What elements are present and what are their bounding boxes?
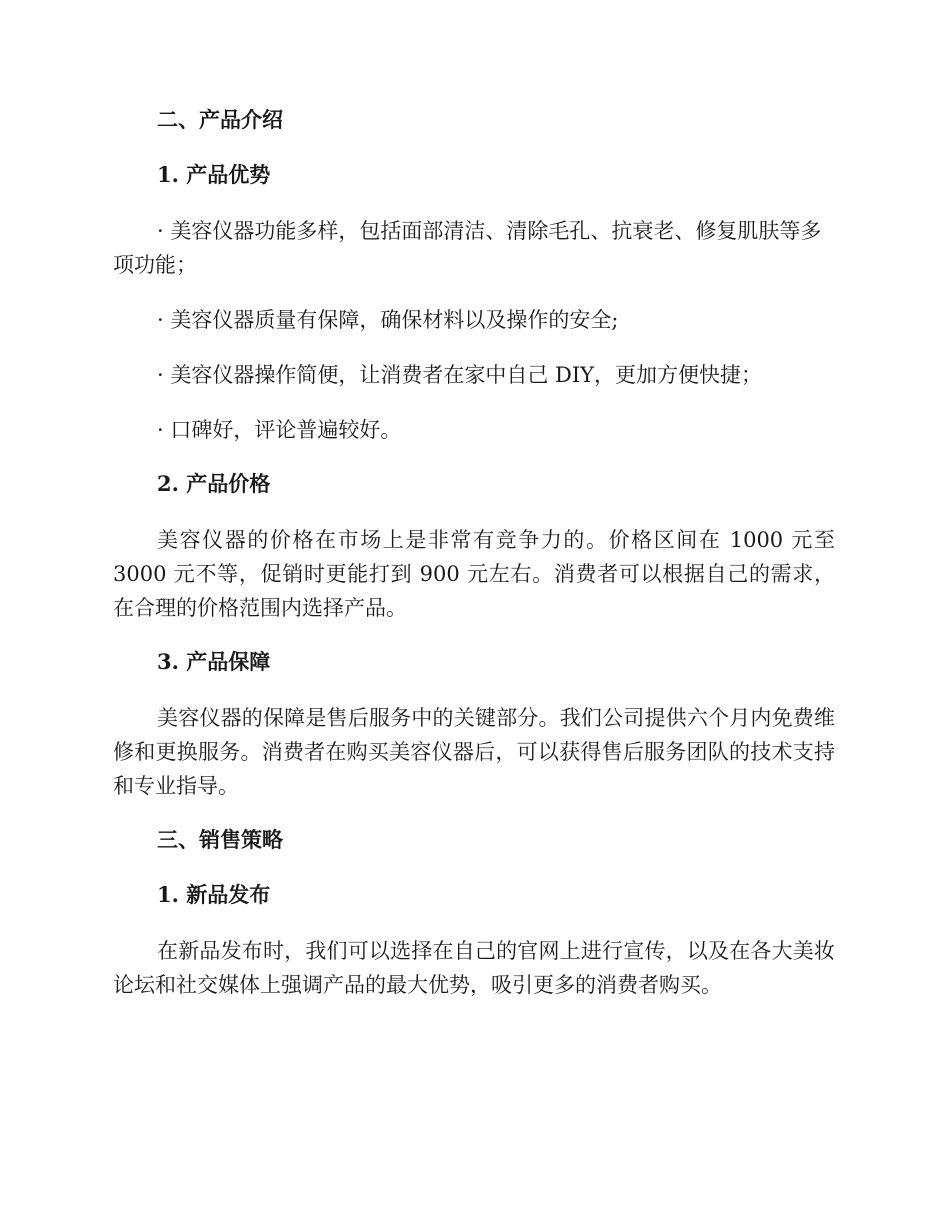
bullet-item: · 美容仪器功能多样，包括面部清洁、清除毛孔、抗衰老、修复肌肤等多项功能；: [113, 219, 822, 277]
bullet-item: · 口碑好，评论普遍较好。: [157, 418, 402, 442]
subheading-product-advantages: 1. 产品优势: [157, 162, 271, 187]
subheading-product-price: 2. 产品价格: [157, 471, 271, 496]
bullet-item: · 美容仪器质量有保障，确保材料以及操作的安全;: [157, 308, 619, 332]
subheading-new-product-launch: 1. 新品发布: [157, 882, 271, 907]
document-body: [113, 104, 835, 1023]
section-heading-product-intro: 二、产品介绍: [157, 107, 283, 132]
subheading-product-guarantee: 3. 产品保障: [157, 649, 271, 674]
paragraph-new-product-launch: 在新品发布时，我们可以选择在自己的官网上进行宣传，以及在各大美妆论坛和社交媒体上强调产品的最大优势，吸引更多的消费者购买。: [113, 939, 835, 997]
paragraph-product-price: 美容仪器的价格在市场上是非常有竞争力的。价格区间在 1000 元至 3000 元不等，促销时更能打到 900 元左右。消费者可以根据自己的需求，在合理的价格范围内选择产品。: [113, 528, 835, 620]
paragraph-product-guarantee: 美容仪器的保障是售后服务中的关键部分。我们公司提供六个月内免费维修和更换服务。消费者在购买美容仪器后，可以获得售后服务团队的技术支持和专业指导。: [113, 706, 835, 798]
bullet-item: · 美容仪器操作简便，让消费者在家中自己 DIY，更加方便快捷；: [157, 363, 763, 387]
section-heading-sales-strategy: 三、销售策略: [157, 827, 283, 852]
